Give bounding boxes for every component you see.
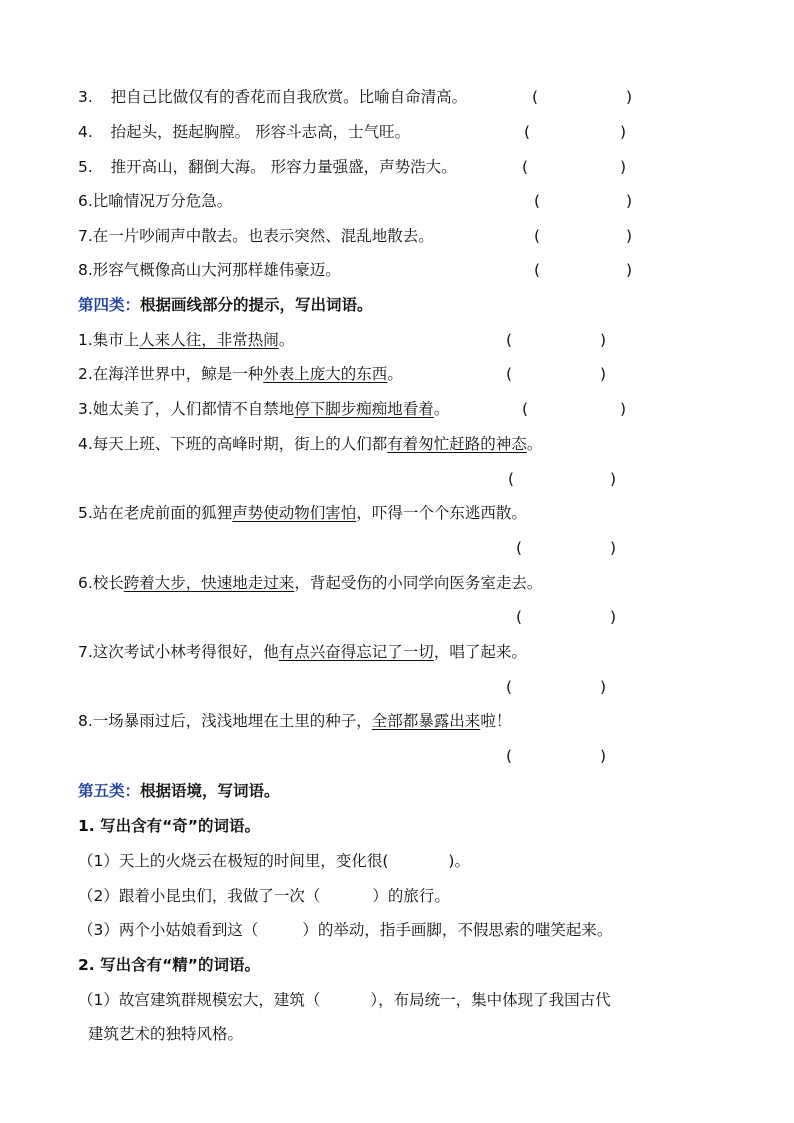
- answer-close-paren: ): [600, 747, 607, 765]
- answer-open-paren: (: [516, 608, 523, 626]
- answer-close-paren: ): [626, 88, 633, 106]
- sec4-item-6: [78, 572, 542, 594]
- item-text: 2.在海洋世界中，鲸是一种: [78, 365, 264, 383]
- answer-open-paren: (: [516, 539, 523, 557]
- sec5-q2-title: 2. 写出含有“精”的词语。: [78, 956, 260, 974]
- answer-open-paren: (: [534, 192, 541, 210]
- sec5-q1-sentence-2: [78, 885, 450, 907]
- section-instruction: 根据语境，写词语。: [140, 782, 280, 800]
- sentence-end: ）的举动，指手画脚，不假思索的嗤笑起来。: [302, 921, 613, 939]
- item-text-end: 。: [387, 365, 403, 383]
- sentence-start: （3）两个小姑娘看到这（: [78, 921, 259, 939]
- underlined-hint: 全部都暴露出来: [371, 712, 481, 730]
- underlined-hint: 跨着大步，快速地走过来: [123, 574, 295, 592]
- answer-open-paren: (: [522, 158, 529, 176]
- answer-open-paren: (: [534, 227, 541, 245]
- item-text: 8.一场暴雨过后，浅浅地埋在土里的种子，: [78, 712, 372, 730]
- sec4-item-8: [78, 710, 511, 732]
- answer-close-paren: ): [610, 539, 617, 557]
- item-text: 4.每天上班、下班的高峰时期，街上的人们都: [78, 435, 388, 453]
- sec4-item-3: [78, 398, 449, 420]
- item-text: 推开高山，翻倒大海。 形容力量强盛，声势浩大。: [110, 158, 457, 176]
- item-text-end: 。: [526, 435, 543, 453]
- item-text-end: ，背起受伤的小同学向医务室走去。: [294, 574, 543, 592]
- item-text-end: 啦！: [480, 712, 512, 730]
- sec3-item-7: [78, 225, 434, 247]
- underlined-hint: 人来人往，非常热闹: [139, 331, 279, 349]
- answer-close-paren: ): [626, 192, 633, 210]
- underlined-hint: 有点兴奋得忘记了一切: [278, 643, 434, 661]
- answer-close-paren: ): [620, 400, 627, 418]
- answer-open-paren: (: [532, 88, 539, 106]
- item-text: 1.集市上: [78, 331, 140, 349]
- sec3-item-4: [78, 121, 410, 143]
- item-text: 7.这次考试小林考得很好，他: [78, 643, 279, 661]
- item-text: 6.比喻情况万分危急。: [78, 192, 233, 210]
- item-number: 5.: [78, 158, 93, 176]
- section-label: 第五类：: [78, 782, 141, 800]
- item-number: 3.: [78, 88, 93, 106]
- sec5-q2-sentence-1-cont: 建筑艺术的独特风格。: [88, 1025, 244, 1043]
- sentence-start: （1）天上的火烧云在极短的时间里，变化很(: [78, 852, 389, 870]
- answer-close-paren: ): [600, 365, 607, 383]
- sentence-end: ），布局统一，集中体现了我国古代: [370, 991, 611, 1009]
- sec5-q1-sentence-1: [78, 850, 470, 872]
- sec5-q2-sentence-1: [78, 989, 611, 1011]
- sec4-item-5: [78, 502, 527, 524]
- answer-close-paren: ): [600, 331, 607, 349]
- answer-close-paren: ): [600, 678, 607, 696]
- answer-close-paren: ): [626, 261, 633, 279]
- underlined-hint: 声势使动物们害怕: [232, 504, 357, 522]
- sec4-item-4: [78, 433, 542, 455]
- sec5-q1-sentence-3: [78, 919, 612, 941]
- answer-open-paren: (: [508, 470, 515, 488]
- answer-close-paren: ): [620, 123, 627, 141]
- underlined-hint: 停下脚步痴痴地看着: [294, 400, 434, 418]
- item-text: 6.校长: [78, 574, 124, 592]
- sec3-item-5: [78, 156, 457, 178]
- answer-open-paren: (: [506, 747, 513, 765]
- section-5-heading: [78, 780, 280, 802]
- sec4-item-7: [78, 641, 527, 663]
- sec3-item-6: [78, 190, 232, 212]
- underlined-hint: 外表上庞大的东西: [263, 365, 388, 383]
- section-4-heading: [78, 294, 373, 316]
- section-label: 第四类：: [78, 296, 141, 314]
- sentence-start: （2）跟着小昆虫们，我做了一次（: [78, 887, 321, 905]
- item-text: 8.形容气概像高山大河那样雄伟豪迈。: [78, 261, 341, 279]
- sec4-item-2: [78, 363, 403, 385]
- answer-open-paren: (: [534, 261, 541, 279]
- sentence-end: ）的旅行。: [372, 887, 450, 905]
- answer-open-paren: (: [506, 678, 513, 696]
- sec3-item-8: [78, 259, 341, 281]
- item-text: 7.在一片吵闹声中散去。也表示突然、混乱地散去。: [78, 227, 434, 245]
- sentence-start: （1）故宫建筑群规模宏大，建筑（: [78, 991, 321, 1009]
- item-text: 抬起头，挺起胸膛。 形容斗志高，士气旺。: [110, 123, 411, 141]
- sec3-item-3: [78, 86, 467, 108]
- answer-open-paren: (: [506, 331, 513, 349]
- item-text: 5.站在老虎前面的狐狸: [78, 504, 233, 522]
- section-instruction: 根据画线部分的提示，写出词语。: [140, 296, 373, 314]
- item-number: 4.: [78, 123, 93, 141]
- item-text: 把自己比做仅有的香花而自我欣赏。比喻自命清高。: [110, 88, 468, 106]
- answer-close-paren: ): [610, 608, 617, 626]
- answer-close-paren: ): [626, 227, 633, 245]
- underlined-hint: 有着匆忙赶路的神态: [387, 435, 527, 453]
- sentence-end: )。: [448, 852, 470, 870]
- item-text-end: ，唱了起来。: [433, 643, 527, 661]
- item-text-end: 。: [433, 400, 450, 418]
- answer-open-paren: (: [524, 123, 531, 141]
- answer-close-paren: ): [620, 158, 627, 176]
- answer-close-paren: ): [610, 470, 617, 488]
- item-text: 3.她太美了，人们都情不自禁地: [78, 400, 295, 418]
- item-text-end: 。: [278, 331, 295, 349]
- answer-open-paren: (: [522, 400, 529, 418]
- sec5-q1-title: 1. 写出含有“奇”的词语。: [78, 817, 260, 835]
- sec4-item-1: [78, 329, 294, 351]
- answer-open-paren: (: [506, 365, 513, 383]
- item-text-end: ，吓得一个个东逃西散。: [356, 504, 527, 522]
